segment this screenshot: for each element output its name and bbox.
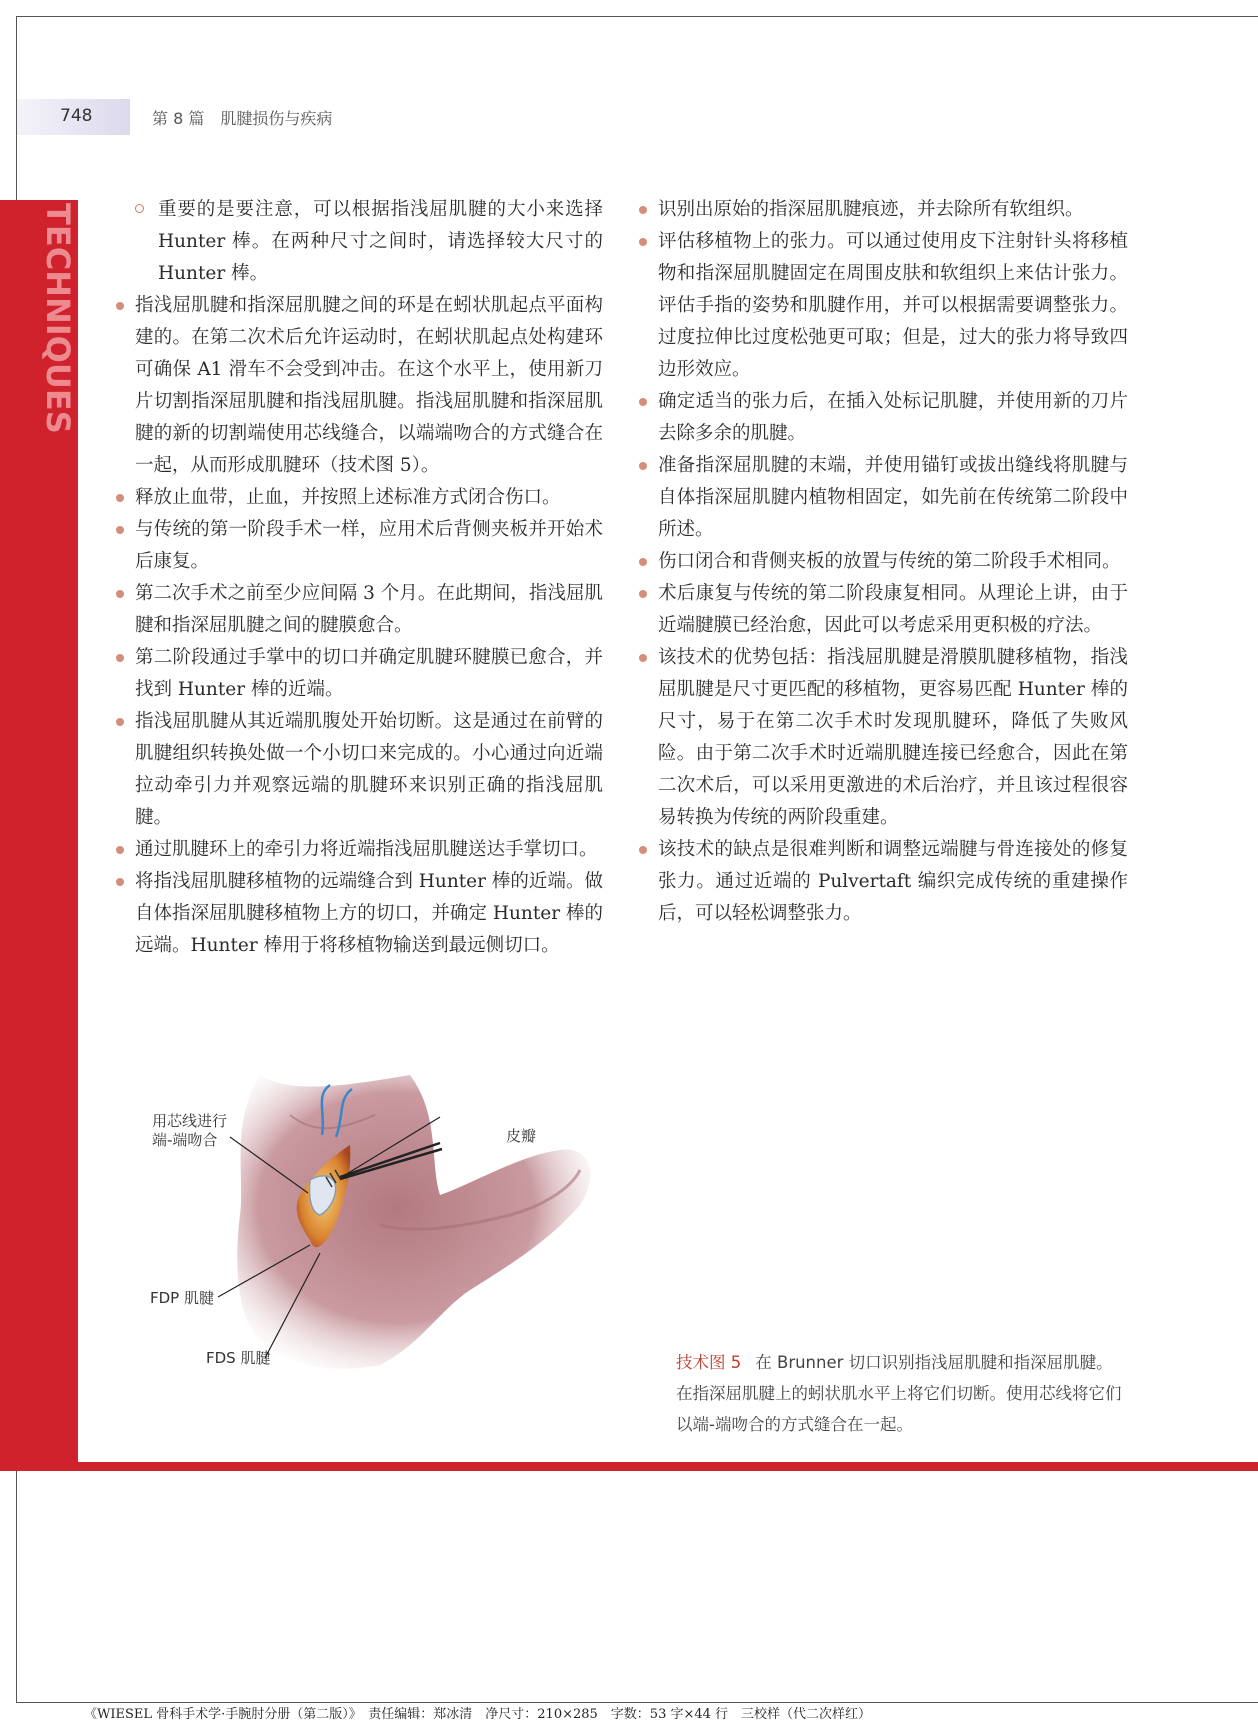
bullet-text: 释放止血带，止血，并按照上述标准方式闭合伤口。 — [135, 487, 561, 508]
bullet-dot-icon — [116, 878, 124, 886]
bullet-text: 重要的是要注意，可以根据指浅屈肌腱的大小来选择 Hunter 棒。在两种尺寸之间时，请选择较大尺寸的 Hunter 棒。 — [158, 199, 603, 284]
bullet-text: 伤口闭合和背侧夹板的放置与传统的第二阶段手术相同。 — [658, 551, 1121, 572]
label-end-to-end-suture: 用芯线进行 端-端吻合 — [152, 1112, 228, 1149]
bullet-dot-icon — [639, 654, 647, 662]
side-section-label: TECHNIQUES — [39, 203, 77, 434]
bullet-text: 与传统的第一阶段手术一样，应用术后背侧夹板并开始术后康复。 — [135, 519, 603, 572]
right-column — [658, 194, 1128, 930]
bullet-text: 准备指深屈肌腱的末端，并使用锚钉或拔出缝线将肌腱与自体指深屈肌腱内植物相固定，如先前在传统第二阶段中所述。 — [658, 455, 1128, 540]
hollow-bullet-icon — [135, 204, 144, 213]
bullet-dot-icon — [116, 718, 124, 726]
sub-bullet-item — [158, 194, 603, 290]
bullet-item — [135, 578, 603, 642]
page-number: 748 — [60, 106, 93, 126]
bullet-item — [658, 194, 1128, 226]
bullet-dot-icon — [639, 206, 647, 214]
bullet-text: 第二次手术之前至少应间隔 3 个月。在此期间，指浅屈肌腱和指深屈肌腱之间的腱膜愈合。 — [135, 583, 603, 636]
bullet-text: 将指浅屈肌腱移植物的远端缝合到 Hunter 棒的近端。做自体指深屈肌腱移植物上方的切口，并确定 Hunter 棒的远端。Hunter 棒用于将移植物输送到最远侧切口。 — [135, 871, 603, 956]
bullet-dot-icon — [116, 590, 124, 598]
label-fds-tendon: FDS 肌腱 — [206, 1349, 271, 1367]
bullet-item — [658, 578, 1128, 642]
bullet-dot-icon — [639, 846, 647, 854]
bullet-text: 指浅屈肌腱从其近端肌腹处开始切断。这是通过在前臂的肌腱组织转换处做一个小切口来完成的。小心通过向近端拉动牵引力并观察远端的肌腱环来识别正确的指浅屈肌腱。 — [135, 711, 603, 828]
surgical-illustration — [140, 1075, 650, 1375]
bullet-item — [658, 450, 1128, 546]
bullet-dot-icon — [639, 462, 647, 470]
caption-label: 技术图 5 — [676, 1353, 742, 1372]
bullet-text: 确定适当的张力后，在插入处标记肌腱，并使用新的刀片去除多余的肌腱。 — [658, 391, 1128, 444]
bullet-item — [658, 834, 1128, 930]
bullet-item — [135, 290, 603, 482]
bullet-item — [135, 642, 603, 706]
bullet-dot-icon — [639, 590, 647, 598]
label-skin-flap: 皮瓣 — [506, 1127, 537, 1145]
left-column — [135, 194, 603, 962]
bottom-red-rule — [0, 1462, 1258, 1471]
bullet-item — [135, 514, 603, 578]
label-fdp-tendon: FDP 肌腱 — [150, 1289, 214, 1307]
bullet-item — [658, 226, 1128, 386]
bullet-item — [135, 834, 603, 866]
bullet-text: 该技术的优势包括：指浅屈肌腱是滑膜肌腱移植物，指浅屈肌腱是尺寸更匹配的移植物，更容易匹配 Hunter 棒的尺寸，易于在第二次手术时发现肌腱环，降低了失败风险。由于第二次手术时近端肌腱连接已经愈合，因此在第二次术后，可以采用更激进的术后治疗，并且该过程很容易转换为传统的两阶段重建。 — [658, 647, 1128, 828]
bullet-text: 通过肌腱环上的牵引力将近端指浅屈肌腱送达手掌切口。 — [135, 839, 598, 860]
bullet-item — [135, 706, 603, 834]
bullet-item — [135, 482, 603, 514]
bullet-item — [135, 866, 603, 962]
bullet-dot-icon — [639, 398, 647, 406]
bullet-dot-icon — [639, 558, 647, 566]
palm-shape — [237, 1075, 590, 1369]
bullet-dot-icon — [116, 526, 124, 534]
bullet-dot-icon — [116, 846, 124, 854]
bullet-dot-icon — [116, 302, 124, 310]
bullet-text: 该技术的缺点是很难判断和调整远端腱与骨连接处的修复张力。通过近端的 Pulvertaft 编织完成传统的重建操作后，可以轻松调整张力。 — [658, 839, 1128, 924]
bullet-dot-icon — [639, 238, 647, 246]
bullet-item — [658, 642, 1128, 834]
running-header: 第 8 篇 肌腱损伤与疾病 — [152, 109, 333, 128]
bullet-dot-icon — [116, 494, 124, 502]
page-frame-top — [16, 16, 1258, 17]
bullet-dot-icon — [116, 654, 124, 662]
bullet-item — [658, 546, 1128, 578]
caption-text: 在 Brunner 切口识别指浅屈肌腱和指深屈肌腱。在指深屈肌腱上的蚓状肌水平上将它们切断。使用芯线将它们以端-端吻合的方式缝合在一起。 — [676, 1353, 1122, 1434]
bullet-text: 评估移植物上的张力。可以通过使用皮下注射针头将移植物和指深屈肌腱固定在周围皮肤和软组织上来估计张力。评估手指的姿势和肌腱作用，并可以根据需要调整张力。过度拉伸比过度松弛更可取；但是，过大的张力将导致四边形效应。 — [658, 231, 1128, 380]
bullet-text: 第二阶段通过手掌中的切口并确定肌腱环腱膜已愈合，并找到 Hunter 棒的近端。 — [135, 647, 603, 700]
figure-caption — [676, 1347, 1124, 1440]
bullet-text: 指浅屈肌腱和指深屈肌腱之间的环是在蚓状肌起点平面构建的。在第二次术后允许运动时，在蚓状肌起点处构建环可确保 A1 滑车不会受到冲击。在这个水平上，使用新刀片切割指深屈肌腱和指浅屈肌腱。指浅屈肌腱和指深屈肌腱的新的切割端使用芯线缝合，以端端吻合的方式缝合在一起，从而形成肌腱环（技术图 5）。 — [135, 295, 603, 476]
print-footer: 《WIESEL 骨科手术学·手腕肘分册（第二版）》 责任编辑：郑冰清 净尺寸：210×285 字数：53 字×44 行 三校样（代二次样红） — [84, 1707, 872, 1722]
bullet-item — [658, 386, 1128, 450]
bullet-text: 术后康复与传统的第二阶段康复相同。从理论上讲，由于近端腱膜已经治愈，因此可以考虑采用更积极的疗法。 — [658, 583, 1128, 636]
bullet-text: 识别出原始的指深屈肌腱痕迹，并去除所有软组织。 — [658, 199, 1084, 220]
